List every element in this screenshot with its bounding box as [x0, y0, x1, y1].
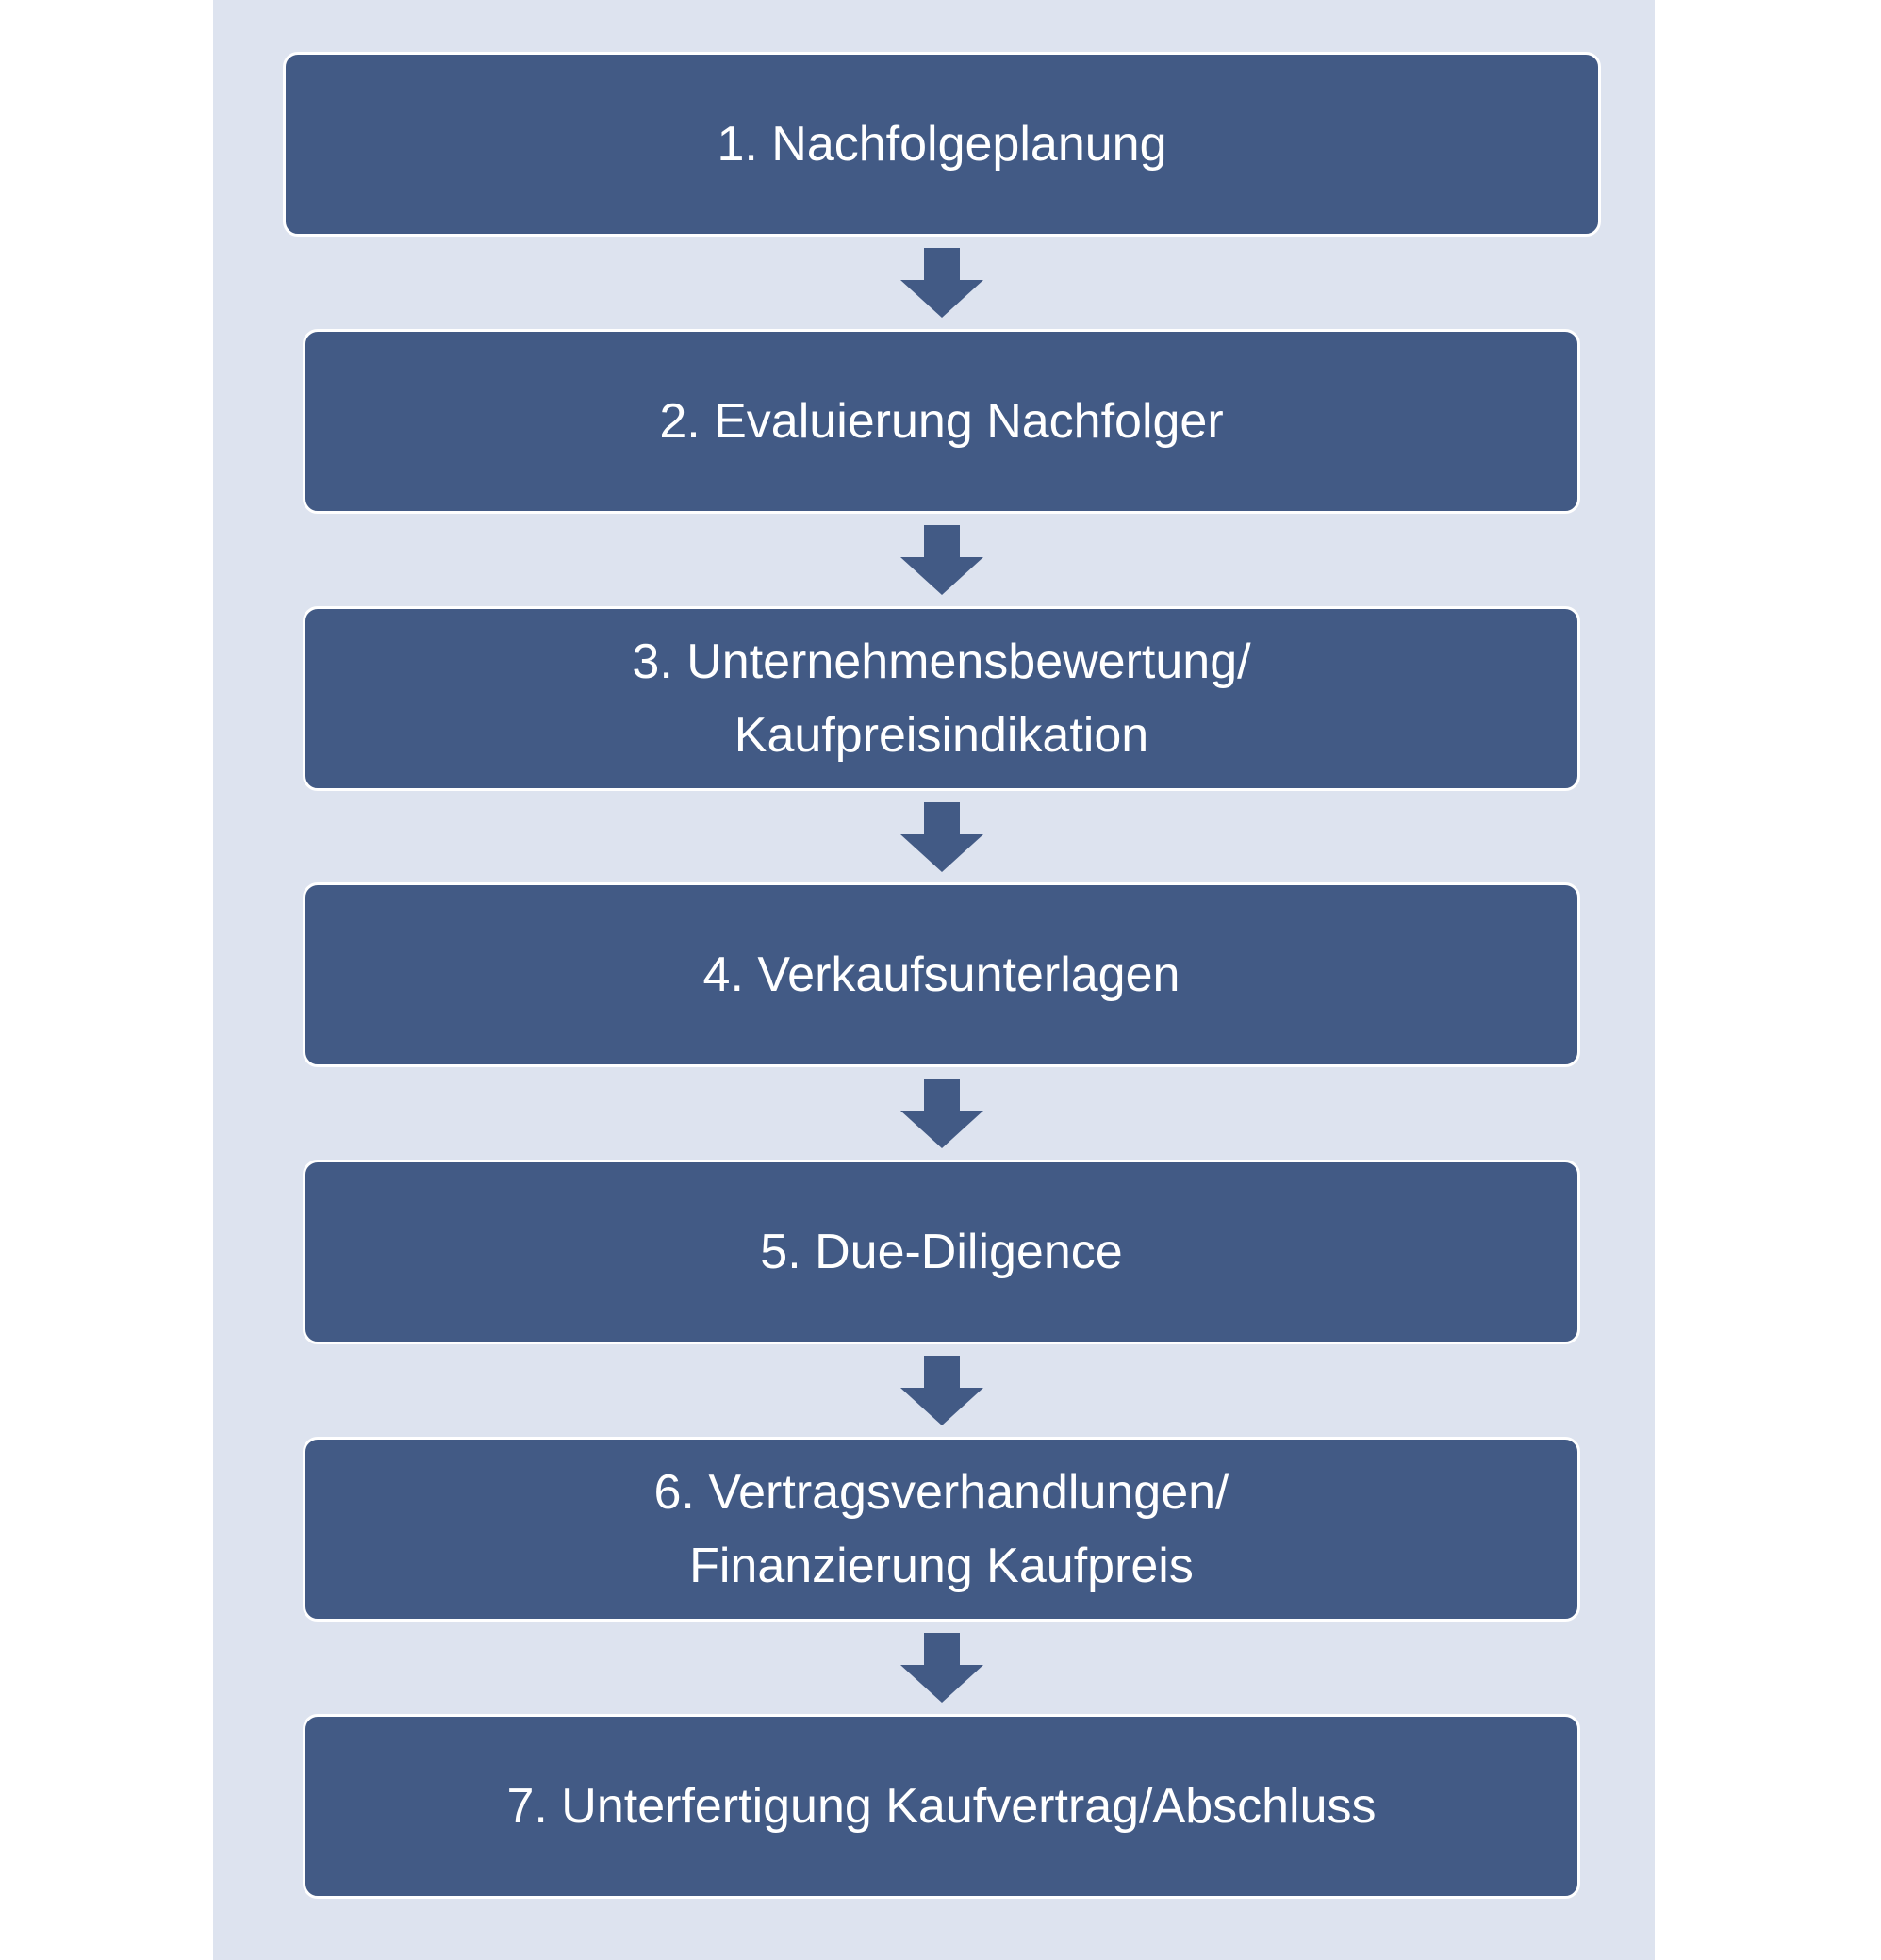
- step-5-box: [303, 1160, 1580, 1344]
- arrow-down-icon: [900, 1633, 983, 1703]
- step-2-label: 2. Evaluierung Nachfolger: [659, 394, 1224, 449]
- arrow-down-icon: [900, 248, 983, 318]
- step-6-box: [303, 1437, 1580, 1622]
- arrow-down-icon: [900, 1079, 983, 1148]
- step-7-label: 7. Unterfertigung Kaufvertrag/Abschluss: [506, 1779, 1377, 1834]
- step-1-label: 1. Nachfolgeplanung: [717, 117, 1167, 172]
- step-7-box: [303, 1714, 1580, 1899]
- step-6-label: 6. Vertragsverhandlungen/ Finanzierung Kaufpreis: [653, 1465, 1229, 1593]
- step-1-box: [283, 52, 1601, 237]
- step-4-label: 4. Verkaufsunterlagen: [702, 947, 1180, 1002]
- step-2-box: [303, 329, 1580, 514]
- step-5-label: 5. Due-Diligence: [760, 1225, 1123, 1279]
- arrow-down-icon: [900, 1356, 983, 1425]
- step-3-label: 3. Unternehmensbewertung/ Kaufpreisindikation: [632, 634, 1251, 763]
- arrow-down-icon: [900, 525, 983, 595]
- step-3-box: [303, 606, 1580, 791]
- step-4-box: [303, 882, 1580, 1067]
- arrow-down-icon: [900, 802, 983, 872]
